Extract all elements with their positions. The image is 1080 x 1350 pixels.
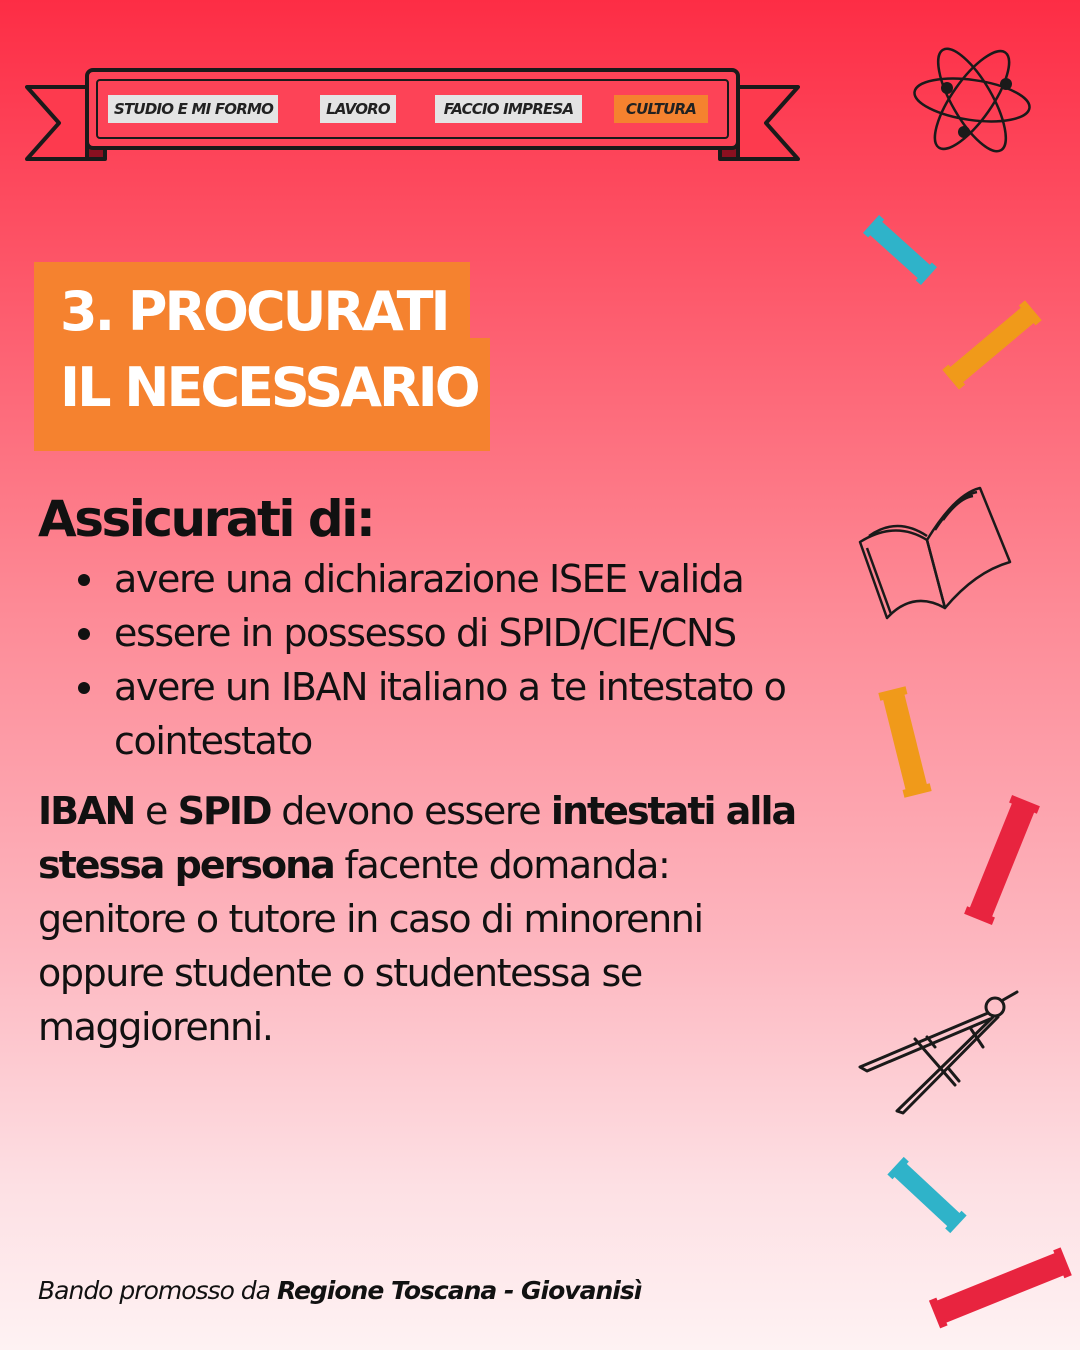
requirements-list bbox=[70, 552, 830, 768]
info-paragraph bbox=[38, 784, 798, 1054]
tab-studio-e-mi-formo[interactable]: STUDIO E MI FORMO bbox=[108, 95, 278, 123]
strong-text: intestati alla stessa persona bbox=[38, 789, 796, 887]
title-line-1: 3. PROCURATI bbox=[60, 280, 448, 343]
chalk-icon bbox=[925, 1240, 1075, 1335]
list-item: avere una dichiarazione ISEE valida bbox=[70, 552, 830, 606]
chalk-icon bbox=[855, 205, 945, 295]
tab-lavoro[interactable]: LAVORO bbox=[320, 95, 396, 123]
footer-prefix: Bando promosso da bbox=[38, 1276, 277, 1305]
strong-text: SPID bbox=[177, 789, 271, 833]
strong-text: IBAN bbox=[38, 789, 135, 833]
compass-icon bbox=[855, 985, 1025, 1120]
body-text: e bbox=[134, 789, 178, 833]
book-icon bbox=[855, 480, 1020, 625]
chalk-icon bbox=[855, 680, 955, 805]
tab-cultura[interactable]: CULTURA bbox=[614, 95, 708, 123]
footer-organization: Regione Toscana - Giovanisì bbox=[276, 1276, 642, 1305]
atom-icon bbox=[905, 42, 1040, 162]
body-text: facente domanda: genitore o tutore in caso di minorenni oppure studente o studentessa se maggiorenni. bbox=[38, 843, 703, 1049]
tab-faccio-impresa[interactable]: FACCIO IMPRESA bbox=[435, 95, 582, 123]
list-item: avere un IBAN italiano a te intestato o cointestato bbox=[70, 660, 814, 768]
body-text: devono essere bbox=[270, 789, 551, 833]
chalk-icon bbox=[930, 290, 1055, 400]
subheading: Assicurati di: bbox=[38, 490, 374, 548]
chalk-icon bbox=[945, 790, 1060, 930]
title-line-2: IL NECESSARIO bbox=[60, 356, 478, 419]
footer-credit bbox=[38, 1276, 641, 1305]
list-item: essere in possesso di SPID/CIE/CNS bbox=[70, 606, 830, 660]
chalk-icon bbox=[880, 1150, 975, 1240]
